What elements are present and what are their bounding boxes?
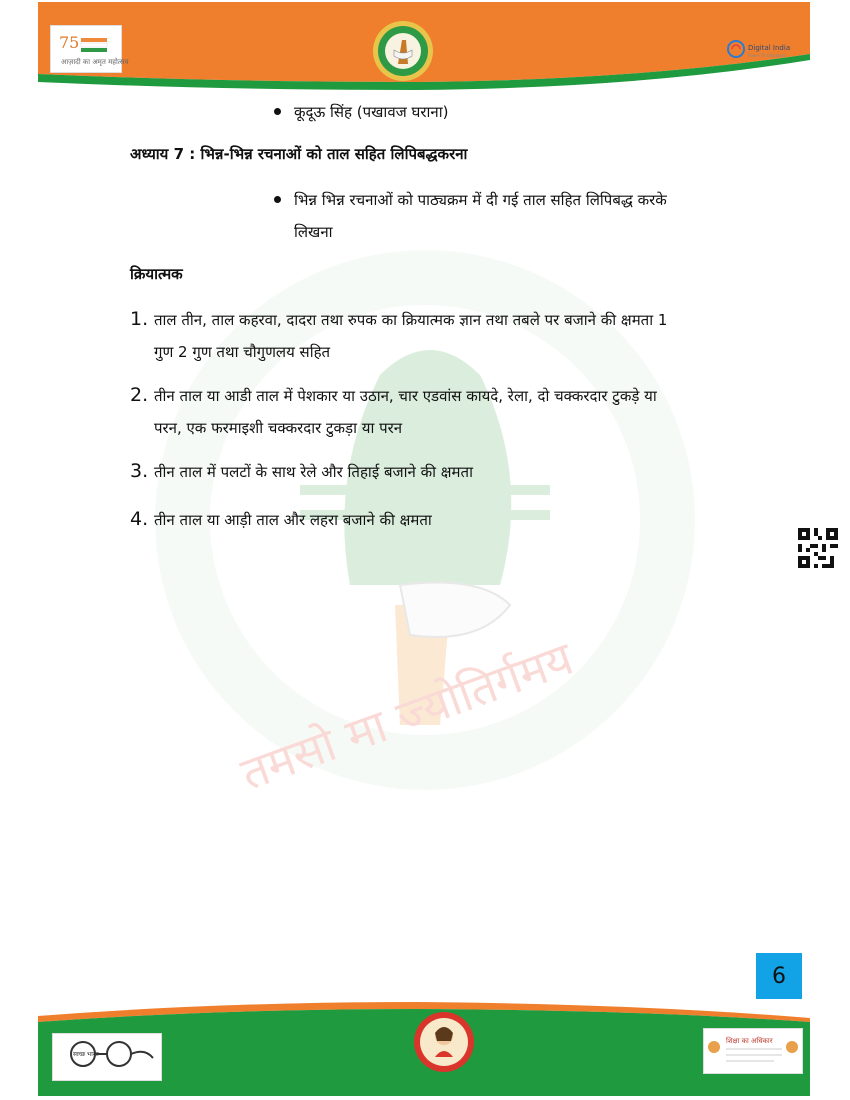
chapter-heading: अध्याय 7 : भिन्न-भिन्न रचनाओं को ताल सहित लिपिबद्धकरना (130, 145, 468, 163)
bullet-dot (274, 196, 281, 203)
qr-code[interactable] (798, 528, 838, 568)
svg-text:स्वच्छ भारत: स्वच्छ भारत (73, 1051, 99, 1058)
svg-text:शिक्षा का अधिकार: शिक्षा का अधिकार (726, 1037, 773, 1045)
section-heading: क्रियात्मक (130, 265, 183, 283)
svg-text:आज़ादी का अमृत महोत्सव: आज़ादी का अमृत महोत्सव (61, 58, 129, 66)
board-emblem (372, 20, 434, 82)
list-item: ताल तीन, ताल कहरवा, दादरा तथा रुपक का क्रियात्मक ज्ञान तथा तबले पर बजाने की क्षमता 1 (154, 311, 668, 329)
svg-text:75: 75 (59, 33, 80, 52)
girl-education-emblem (413, 1011, 475, 1073)
list-number: 4. (130, 508, 149, 530)
bullet-text-continued: लिखना (294, 223, 333, 241)
list-item-continued: गुण 2 गुण तथा चौगुणलय सहित (154, 343, 331, 361)
azadi-logo (50, 25, 129, 73)
list-item: तीन ताल या आड़ी ताल और लहरा बजाने की क्षमता (154, 511, 432, 529)
list-number: 3. (130, 460, 149, 482)
digital-india-logo (726, 36, 792, 62)
list-item: तीन ताल या आडी ताल में पेशकार या उठान, चार एडवांस कायदे, रेला, दो चक्करदार टुकड़े या (154, 387, 657, 405)
list-number: 1. (130, 308, 149, 330)
swachh-bharat-logo (52, 1033, 162, 1081)
list-item: तीन ताल में पलटों के साथ रेले और तिहाई बजाने की क्षमता (154, 463, 473, 481)
page-number-badge: 6 (756, 953, 802, 999)
bullet-text: कूदूऊ सिंह (पखावज घराना) (294, 103, 449, 121)
svg-text:Power To Empower: Power To Empower (748, 53, 786, 58)
list-number: 2. (130, 384, 149, 406)
bullet-text: भिन्न भिन्न रचनाओं को पाठ्यक्रम में दी गई ताल सहित लिपिबद्ध करके (294, 191, 667, 209)
svg-text:तमसो मा ज्योतिर्गमय: तमसो मा ज्योतिर्गमय (233, 630, 580, 801)
bullet-dot (274, 108, 281, 115)
svg-text:Digital India: Digital India (748, 44, 791, 52)
right-to-education-logo (703, 1028, 803, 1074)
list-item-continued: परन, एक फरमाइशी चक्करदार टुकड़ा या परन (154, 419, 403, 437)
